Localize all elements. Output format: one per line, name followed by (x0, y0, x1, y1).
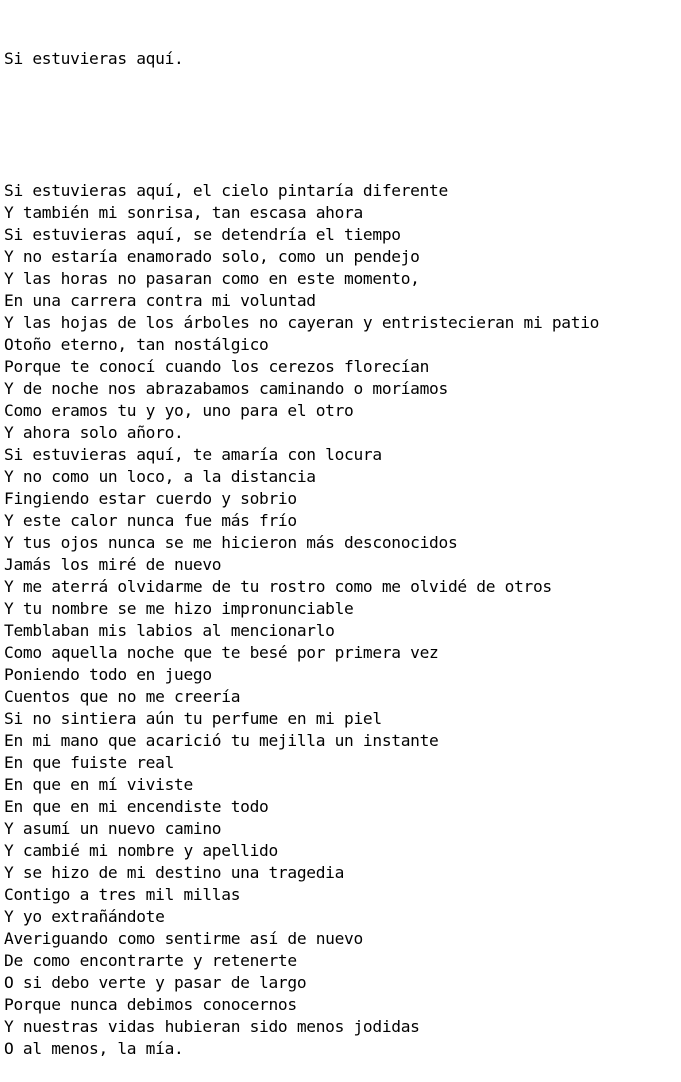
poem-line: Como eramos tu y yo, uno para el otro (4, 401, 354, 420)
poem-lines (4, 180, 679, 1060)
poem-line: Si estuvieras aquí, te amaría con locura (4, 445, 382, 464)
poem-line: Temblaban mis labios al mencionarlo (4, 621, 335, 640)
poem-line: Si estuvieras aquí, el cielo pintaría diferente (4, 181, 448, 200)
poem-line: Y este calor nunca fue más frío (4, 511, 297, 530)
poem-line: Y las hojas de los árboles no cayeran y entristecieran mi patio (4, 313, 600, 332)
poem-title: Si estuvieras aquí. (4, 49, 184, 68)
poem-line: Contigo a tres mil millas (4, 885, 241, 904)
poem-line: Y nuestras vidas hubieran sido menos jodidas (4, 1017, 420, 1036)
poem-line: En que en mi encendiste todo (4, 797, 269, 816)
poem-line: Y las horas no pasaran como en este momento, (4, 269, 420, 288)
poem-line: De como encontrarte y retenerte (4, 951, 297, 970)
poem-line: O si debo verte y pasar de largo (4, 973, 307, 992)
poem-line: Como aquella noche que te besé por primera vez (4, 643, 439, 662)
poem-line: Averiguando como sentirme así de nuevo (4, 929, 363, 948)
poem-line: O al menos, la mía. (4, 1039, 184, 1058)
poem-line: En mi mano que acarició tu mejilla un instante (4, 731, 439, 750)
poem-line: En una carrera contra mi voluntad (4, 291, 316, 310)
poem-line: Y yo extrañándote (4, 907, 165, 926)
poem-line: Y tu nombre se me hizo impronunciable (4, 599, 354, 618)
poem-line: Y también mi sonrisa, tan escasa ahora (4, 203, 363, 222)
poem-line: Y de noche nos abrazabamos caminando o moríamos (4, 379, 448, 398)
poem-line: Y me aterrá olvidarme de tu rostro como me olvidé de otros (4, 577, 552, 596)
blank-line (4, 114, 679, 136)
poem-line: Porque te conocí cuando los cerezos florecían (4, 357, 430, 376)
poem-line: Y tus ojos nunca se me hicieron más desconocidos (4, 533, 458, 552)
poem-text (4, 4, 679, 1082)
poem-line: En que fuiste real (4, 753, 175, 772)
poem-line: En que en mí viviste (4, 775, 193, 794)
poem-line: Porque nunca debimos conocernos (4, 995, 297, 1014)
poem-line: Y no como un loco, a la distancia (4, 467, 316, 486)
poem-line: Y asumí un nuevo camino (4, 819, 222, 838)
poem-line: Y ahora solo añoro. (4, 423, 184, 442)
poem-line: Cuentos que no me creería (4, 687, 241, 706)
poem-line: Y cambié mi nombre y apellido (4, 841, 278, 860)
poem-line: Otoño eterno, tan nostálgico (4, 335, 269, 354)
poem-line: Poniendo todo en juego (4, 665, 212, 684)
poem-line: Si estuvieras aquí, se detendría el tiempo (4, 225, 401, 244)
poem-line: Si no sintiera aún tu perfume en mi piel (4, 709, 382, 728)
poem-line: Jamás los miré de nuevo (4, 555, 222, 574)
poem-line: Fingiendo estar cuerdo y sobrio (4, 489, 297, 508)
poem-line: Y se hizo de mi destino una tragedia (4, 863, 345, 882)
poem-line: Y no estaría enamorado solo, como un pendejo (4, 247, 420, 266)
